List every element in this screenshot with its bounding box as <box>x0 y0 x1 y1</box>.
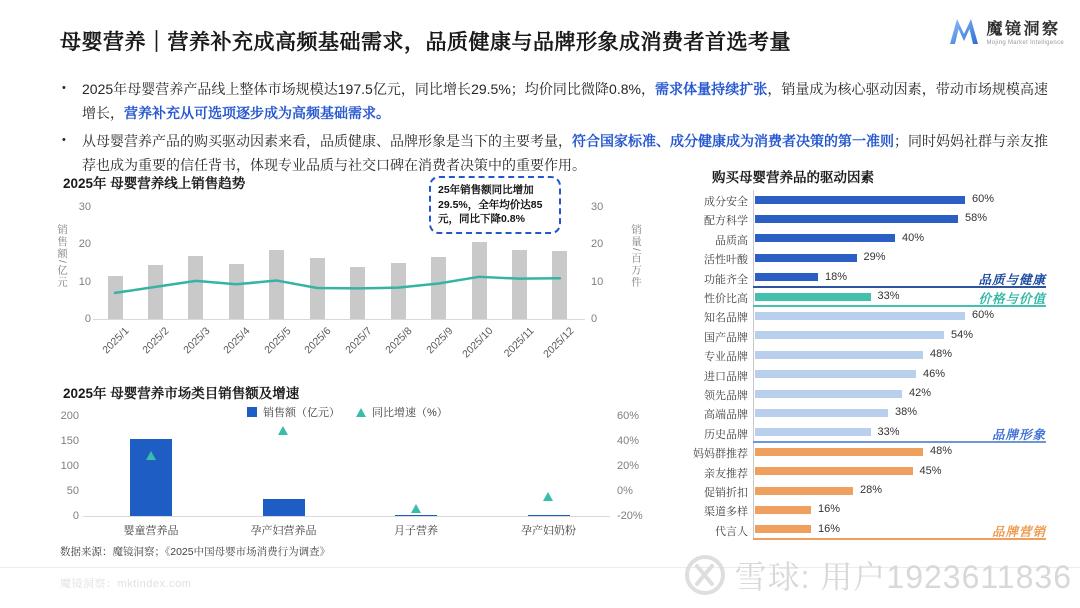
x-tick-label: 2025/4 <box>221 325 253 357</box>
driver-bar <box>755 234 895 242</box>
driver-bar <box>755 409 888 417</box>
sales-bar <box>188 256 203 319</box>
annotation-callout: 25年销售额同比增加29.5%，全年均价达85元，同比下降0.8% <box>429 176 561 234</box>
legend <box>247 404 448 420</box>
driver-label: 知名品牌 <box>704 312 748 325</box>
driver-bar <box>755 467 913 475</box>
bullet-text: 从母婴营养产品的购买驱动因素来看，品质健康、品牌形象是当下的主要考量， <box>82 133 572 150</box>
x-axis-line <box>93 319 585 320</box>
watermark-text: 雪球: 用户1923611836 <box>734 559 1072 595</box>
y-tick-right: 0 <box>591 313 598 325</box>
driver-bar <box>755 312 965 320</box>
driver-label: 进口品牌 <box>704 370 748 383</box>
x-tick-label: 2025/1 <box>100 325 132 357</box>
y-tick-right: 0% <box>617 485 633 497</box>
y-tick-right: 30 <box>591 201 604 213</box>
y-tick-right: 20% <box>617 460 640 472</box>
driver-value: 38% <box>895 406 918 419</box>
data-source-note: 数据来源：魔镜洞察；《2025中国母婴市场消费行为调查》 <box>60 546 331 558</box>
bullet-emphasis: 需求体量持续扩张 <box>655 81 768 97</box>
bullet-text: 2025年母婴营养产品线上整体市场规模达197.5亿元，同比增长29.5%；均价同比微降0.8%， <box>82 81 656 97</box>
driver-value: 60% <box>972 193 995 205</box>
driver-label: 配方科学 <box>704 215 748 228</box>
driver-bar <box>755 254 857 262</box>
bullet-item <box>58 78 1048 125</box>
driver-label: 活性叶酸 <box>704 254 748 267</box>
footer-site-text: 魔镜洞察：mktindex.com <box>60 578 192 590</box>
logo-name: 魔镜洞察 <box>986 21 1061 38</box>
driver-label: 妈妈群推荐 <box>693 448 748 461</box>
category-sales-bar <box>395 515 437 517</box>
logo-text-block <box>987 16 1065 46</box>
driver-value: 18% <box>825 270 848 283</box>
y-tick-left: 0 <box>72 510 79 522</box>
mojing-logo <box>947 16 1065 46</box>
driver-value: 48% <box>930 348 953 361</box>
driver-label: 渠道多样 <box>704 506 748 519</box>
driver-value: 40% <box>902 231 925 244</box>
driver-label: 亲友推荐 <box>704 467 748 480</box>
category-axis-line <box>753 190 754 539</box>
x-tick-label: 2025/3 <box>181 325 213 357</box>
right-axis-label: 销量/百万件 <box>630 224 642 289</box>
group-label: 品质与健康 <box>978 273 1046 287</box>
driver-bar <box>755 293 871 301</box>
driver-value: 42% <box>909 387 932 399</box>
x-tick-label: 2025/10 <box>460 325 496 361</box>
sales-bar <box>391 263 406 319</box>
legend-bar-swatch <box>247 407 257 417</box>
driver-bar <box>755 487 853 495</box>
y-tick-left: 150 <box>60 435 79 447</box>
x-tick-label: 2025/9 <box>423 325 456 357</box>
sales-bar <box>431 257 446 319</box>
x-category-label: 孕产妇奶粉 <box>521 525 576 537</box>
driver-label: 专业品牌 <box>704 351 748 364</box>
x-tick-label: 2025/12 <box>541 325 577 361</box>
driver-bar <box>755 351 923 359</box>
bullet-emphasis: 符合国家标准、成分健康成为消费者决策的第一准则 <box>572 133 894 150</box>
x-tick-label: 2025/5 <box>262 325 294 357</box>
y-tick-left: 200 <box>60 410 79 422</box>
driver-bar <box>755 370 916 378</box>
driver-value: 28% <box>860 484 883 496</box>
driver-label: 国产品牌 <box>704 331 748 344</box>
driver-label: 高端品牌 <box>704 409 748 422</box>
driver-label: 品质高 <box>715 234 748 247</box>
sales-trend-chart <box>55 172 655 382</box>
driver-bar <box>755 525 811 533</box>
y-tick-right: 20 <box>591 238 604 251</box>
driver-label: 领先品牌 <box>704 390 748 402</box>
driver-label: 历史品牌 <box>704 428 748 441</box>
x-axis-line <box>83 516 610 517</box>
y-tick-left: 100 <box>60 460 79 472</box>
driver-bar <box>755 196 965 204</box>
sales-bar <box>512 250 527 319</box>
page-title: 母婴营养｜营养补充成高频基础需求，品质健康与品牌形象成消费者首选考量 <box>60 31 791 54</box>
driver-value: 60% <box>972 309 995 322</box>
x-category-label: 月子营养 <box>394 525 438 537</box>
x-tick-label: 2025/11 <box>501 325 536 360</box>
sales-bar <box>229 264 244 319</box>
driver-label: 成分安全 <box>704 196 748 208</box>
sales-volume-line <box>115 277 560 293</box>
y-tick-right: -20% <box>617 510 643 522</box>
category-sales-bar <box>528 515 570 517</box>
y-tick-left: 50 <box>66 485 79 497</box>
driver-bar <box>755 331 944 339</box>
driver-bar <box>755 448 923 456</box>
legend-bar-label: 销售额（亿元） <box>263 407 340 419</box>
sales-bar <box>108 276 123 319</box>
bullet-text: ，销量成为核心驱动因素，带动市场规模高速增长， <box>82 81 1048 121</box>
bullet-text: ；同时妈妈社群与亲友推荐也成为重要的信任背书，体现专业品质与社交口碑在消费者决策中的重要作用。 <box>82 133 1048 173</box>
x-tick-label: 2025/8 <box>383 325 415 357</box>
category-chart <box>55 382 655 547</box>
y-tick-left: 10 <box>78 275 91 288</box>
growth-triangle <box>411 504 421 513</box>
category-sales-bar <box>263 499 305 517</box>
driver-value: 45% <box>919 464 942 477</box>
group-label: 品牌营销 <box>991 525 1046 540</box>
mojing-m-icon <box>947 16 981 46</box>
bullet-emphasis: 营养补充从可选项逐步成为高频基础需求。 <box>124 104 390 121</box>
x-tick-label: 2025/6 <box>302 325 334 357</box>
category-chart-title: 2025年 母婴营养市场类目销售额及增速 <box>63 386 300 401</box>
driver-value: 33% <box>877 425 900 438</box>
y-tick-left: 20 <box>78 238 91 251</box>
xueqiu-watermark <box>683 552 1072 598</box>
y-tick-left: 30 <box>78 201 91 213</box>
sales-bar <box>269 250 284 319</box>
driver-value: 46% <box>923 367 946 380</box>
drivers-chart-title: 购买母婴营养品的驱动因素 <box>712 170 874 185</box>
driver-bar <box>755 390 902 398</box>
driver-value: 29% <box>863 251 886 264</box>
driver-bar <box>755 506 811 514</box>
sales-bar <box>350 267 365 319</box>
x-tick-label: 2025/2 <box>140 325 172 357</box>
x-tick-label: 2025/7 <box>342 325 375 357</box>
y-tick-right: 40% <box>617 435 640 447</box>
driver-bar <box>755 428 871 436</box>
driver-value: 48% <box>930 445 953 458</box>
growth-triangle <box>543 492 553 501</box>
drivers-chart <box>690 166 1078 561</box>
y-tick-right: 60% <box>617 410 640 422</box>
sales-bar <box>148 265 163 319</box>
growth-triangle <box>146 451 156 460</box>
driver-label: 促销折扣 <box>704 487 748 499</box>
xueqiu-logo-icon <box>683 553 727 597</box>
logo-subtitle: Mojing Market Intelligence <box>986 40 1064 46</box>
left-axis-label: 销售额/亿元 <box>56 224 68 289</box>
legend-triangle-swatch <box>356 408 366 417</box>
driver-value: 33% <box>877 290 900 302</box>
driver-label: 性价比高 <box>704 293 748 305</box>
group-label: 品牌形象 <box>991 428 1046 443</box>
driver-value: 16% <box>818 503 841 516</box>
driver-label: 代言人 <box>715 525 748 538</box>
x-category-label: 婴童营养品 <box>123 525 179 537</box>
driver-value: 54% <box>951 328 974 341</box>
sales-bar <box>310 258 325 319</box>
driver-label: 功能齐全 <box>704 273 748 286</box>
sales-trend-title: 2025年 母婴营养线上销售趋势 <box>63 176 246 191</box>
y-tick-right: 10 <box>591 275 604 288</box>
driver-bar <box>755 273 818 281</box>
growth-triangle <box>278 426 288 435</box>
sales-bar <box>472 242 487 319</box>
driver-value: 58% <box>965 212 988 225</box>
driver-value: 16% <box>818 522 841 535</box>
group-label: 价格与价值 <box>978 292 1046 307</box>
y-tick-left: 0 <box>84 313 91 325</box>
driver-bar <box>755 215 958 223</box>
sales-bar <box>552 251 567 319</box>
legend-growth-label: 同比增速（%） <box>372 407 448 419</box>
x-category-label: 孕产妇营养品 <box>250 525 317 537</box>
